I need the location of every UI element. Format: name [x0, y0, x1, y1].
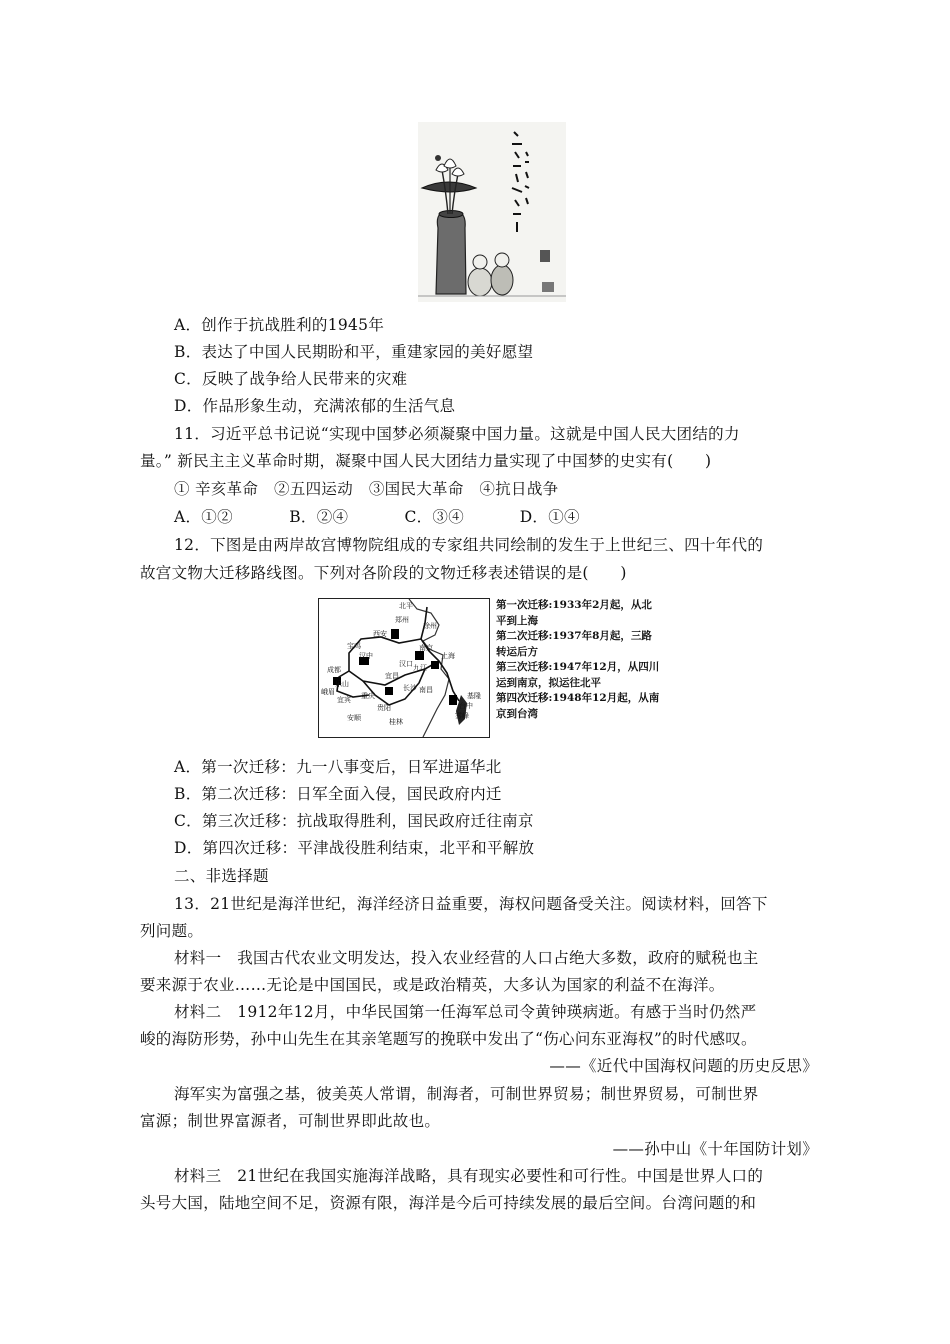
painting-image: [418, 122, 566, 302]
map-label-zhengzhou: 郑州: [395, 616, 409, 624]
map-label-chongqing: 重庆: [361, 692, 375, 700]
material2-line3: 海军实为富强之基，彼美英人常谓，制海者，可制世界贸易；制世界贸易，可制世界: [174, 1085, 759, 1103]
q11-stem-line2: 量。” 新民主主义革命时期，凝聚中国人民大团结力量实现了中国梦的史实有( ): [140, 452, 712, 470]
map-label-jilong: 基隆: [467, 692, 481, 700]
map-label-leshan: 乐山: [335, 680, 349, 688]
map-label-chengdu: 成都: [327, 666, 341, 674]
map-label-nanjing: 南京: [419, 644, 433, 652]
q11-items: ① 辛亥革命 ②五四运动 ③国民大革命 ④抗日战争: [174, 480, 559, 498]
q12-option-a: A．第一次迁移：九一八事变后，日军进逼华北: [174, 758, 502, 776]
map-label-xuzhou: 徐州: [423, 622, 437, 630]
vase-painting-icon: [418, 122, 566, 302]
q12-stem-line1: 12．下图是由两岸故宫博物院组成的专家组共同绘制的发生于上世纪三、四十年代的: [174, 536, 764, 554]
relocation-route-map: [318, 598, 490, 738]
legend-line: 转运后方: [496, 645, 538, 658]
q12-option-c: C．第三次迁移：抗战取得胜利，国民政府迁往南京: [174, 812, 534, 830]
q11-options: [174, 506, 854, 528]
q10-option-b: B．表达了中国人民期盼和平，重建家园的美好愿望: [174, 343, 534, 361]
map-label-hanzhong: 汉中: [359, 652, 373, 660]
material3-line2: 头号大国，陆地空间不足，资源有限，海洋是今后可持续发展的最后空间。台湾问题的和: [140, 1194, 757, 1212]
map-label-shanghai: 上海: [441, 652, 455, 660]
map-label-hankou: 汉口: [399, 660, 413, 668]
q12-stem-line2: 故宫文物大迁移路线图。下列对各阶段的文物迁移表述错误的是( ): [140, 564, 627, 582]
q12-option-b: B．第二次迁移：日军全面入侵，国民政府内迁: [174, 785, 502, 803]
material2-source1: ——《近代中国海权问题的历史反思》: [549, 1057, 818, 1075]
map-label-anshun: 安顺: [347, 714, 361, 722]
material2-line1: 材料二 1912年12月，中华民国第一任海军总司令黄钟瑛病逝。有感于当时仍然严: [174, 1003, 757, 1021]
q10-option-d: D．作品形象生动，充满浓郁的生活气息: [174, 397, 456, 415]
section-heading: 二、非选择题: [174, 867, 269, 885]
legend-line: 第二次迁移:1937年8月起，三路: [496, 630, 652, 642]
material1-line1: 材料一 我国古代农业文明发达，投入农业经营的人口占绝大多数，政府的赋税也主: [174, 949, 759, 967]
material3-line1: 材料三 21世纪在我国实施海洋战略，具有现实必要性和可行性。中国是世界人口的: [174, 1167, 764, 1185]
q11-option-c: C．③④: [404, 508, 465, 526]
q12-option-d: D．第四次迁移：平津战役胜利结束，北平和平解放: [174, 839, 535, 857]
map-label-nanchang: 南昌: [419, 686, 433, 694]
q13-stem-line1: 13．21世纪是海洋世纪，海洋经济日益重要，海权问题备受关注。阅读材料，回答下: [174, 895, 768, 913]
material1-line2: 要来源于农业……无论是中国国民，或是政治精英，大多认为国家的利益不在海洋。: [140, 976, 725, 994]
q11-option-a: A．①②: [174, 508, 233, 526]
q11-option-b: B．②④: [289, 508, 349, 526]
material2-line4: 富源；制世界富源者，可制世界即此故也。: [140, 1112, 441, 1130]
map-label-beiping: 北平: [399, 602, 413, 610]
q13-stem-line2: 列问题。: [140, 922, 204, 940]
map-label-xian: 西安: [373, 630, 387, 638]
legend-line: 京到台湾: [496, 707, 538, 720]
material2-source2: ——孙中山《十年国防计划》: [612, 1140, 818, 1158]
legend-line: 平到上海: [496, 614, 538, 627]
q11-stem-line1: 11．习近平总书记说“实现中国梦必须凝聚中国力量。这就是中国人民大团结的力: [174, 425, 740, 443]
q11-option-d: D．①④: [519, 508, 580, 526]
map-label-emei: 峨眉: [321, 688, 335, 696]
map-legend: [496, 598, 696, 722]
map-label-wufeng: 雾峰: [455, 712, 469, 720]
map-label-taizhong: 台中: [459, 702, 473, 710]
map-label-guilin: 桂林: [389, 718, 403, 726]
legend-line: 第四次迁移:1948年12月起，从南: [496, 692, 660, 704]
q10-option-c: C．反映了战争给人民带来的灾难: [174, 370, 408, 388]
legend-line: 第三次迁移:1947年12月，从四川: [496, 661, 660, 673]
map-label-changsha: 长沙: [403, 684, 417, 692]
map-label-guiyang: 贵阳: [377, 704, 391, 712]
map-label-jiujiang: 九江: [413, 664, 427, 672]
map-label-yichang: 宜昌: [385, 672, 399, 680]
legend-line: 运到南京，拟运往北平: [496, 676, 601, 689]
q10-option-a: A．创作于抗战胜利的1945年: [174, 316, 385, 334]
material2-line2: 峻的海防形势，孙中山先生在其亲笔题写的挽联中发出了“伤心问东亚海权”的时代感叹。: [140, 1030, 757, 1048]
map-label-yibin: 宜宾: [337, 696, 351, 704]
legend-line: 第一次迁移:1933年2月起，从北: [496, 599, 652, 611]
map-label-baoji: 宝鸡: [347, 642, 361, 650]
